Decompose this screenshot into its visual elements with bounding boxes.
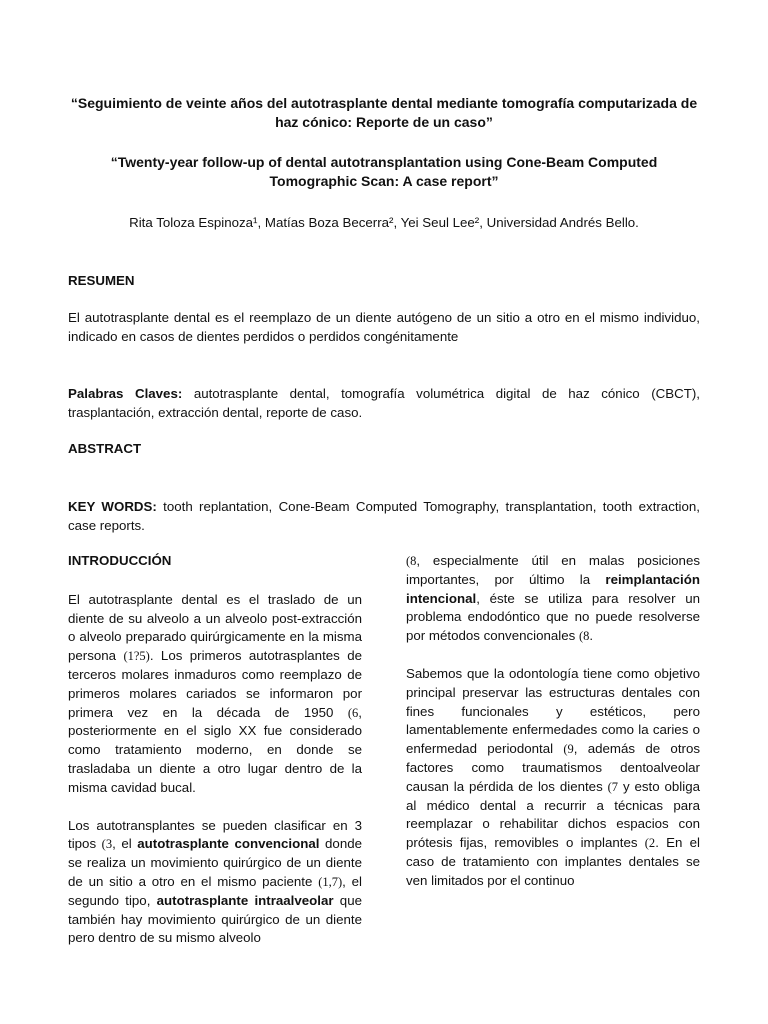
citation: (3 <box>101 837 113 852</box>
key-words-label: KEY WORDS: <box>68 499 157 514</box>
intro-p2-text-g: , éste se utiliza para resolver un problema endodóntico que no puede resolverse por métodos convencionales <box>406 590 700 644</box>
intro-p3-text-c: y esto obliga al médico dental a recurrir a técnicas para reemplazar o rehabilitar dichos espacios con prótesis fijas, removibles o implantes <box>406 778 700 851</box>
intro-p1-text-c: , posteriormente en el siglo XX fue considerado como tratamiento moderno, en donde se trasladaba un diente a otro lugar dentro de la misma cavidad bucal. <box>68 704 362 795</box>
intro-p2-text-e: que también hay movimiento quirúrgico de un diente pero dentro de su mismo alveolo <box>68 892 362 946</box>
intro-p2-text-b: , el <box>112 836 138 852</box>
intro-p2-text-a: Los autotransplantes se pueden clasificar en 3 tipos <box>68 817 362 852</box>
intro-p1-text-b: . Los primeros autotrasplantes de terceros molares inmaduros como reemplazo de primeros molares cariados se informaron por primera vez en la década de 1950 <box>68 648 362 720</box>
reimplantacion-intencional-term: reimplantación intencional <box>406 571 700 606</box>
key-words <box>68 497 700 535</box>
palabras-claves-label: Palabras Claves: <box>68 386 183 401</box>
palabras-claves-text: autotrasplante dental, tomografía volumétrica digital de haz cónico (CBCT), trasplantación, extracción dental, reporte de caso. <box>68 386 700 420</box>
intro-p2-text-c: donde se realiza un movimiento quirúrgico de un diente de un sitio a otro en el mismo paciente <box>68 836 362 889</box>
palabras-claves <box>68 384 700 422</box>
title-spanish: “Seguimiento de veinte años del autotrasplante dental mediante tomografía computarizada de haz cónico: Reporte de un caso” <box>70 95 698 130</box>
intro-p3-text-a: Sabemos que la odontología tiene como objetivo principal preservar las estructuras dentales con fines funcionales y estéticos, pero lamentablemente enfermedades como la caries o enfermedad periodontal <box>406 665 700 757</box>
citation: (1,7) <box>318 874 343 889</box>
left-column <box>68 552 362 967</box>
intro-p2-text-h: . <box>589 628 594 644</box>
citation: (8 <box>578 629 590 644</box>
citation: (2 <box>644 836 656 851</box>
autotrasplante-intraalveolar-term: autotrasplante intraalveolar <box>156 892 334 908</box>
key-words-text: tooth replantation, Cone-Beam Computed Tomography, transplantation, tooth extraction, case reports. <box>68 499 700 533</box>
intro-p2-text-d: , el segundo tipo, <box>68 873 362 908</box>
right-column <box>406 552 700 910</box>
citation: (7 <box>607 779 619 794</box>
resumen-text: El autotrasplante dental es el reemplazo de un diente autógeno de un sitio a otro en el mismo individuo, indicado en casos de dientes perdidos o perdidos congénitamente <box>68 310 700 344</box>
resumen-heading: RESUMEN <box>68 273 135 288</box>
introduccion-heading: INTRODUCCIÓN <box>68 553 172 568</box>
citation: (1?5) <box>123 649 150 664</box>
intro-paragraph-3 <box>406 665 700 891</box>
intro-p2-text-f: , especialmente útil en malas posiciones importantes, por último la <box>406 553 700 587</box>
title-english: “Twenty-year follow-up of dental autotransplantation using Cone-Beam Computed Tomographic Scan: A case report” <box>110 154 658 189</box>
intro-paragraph-2-start <box>68 817 362 949</box>
intro-p3-text-b: , además de otros factores como traumatismos dentoalveolar causan la pérdida de los dientes <box>406 741 700 794</box>
autotrasplante-convencional-term: autotrasplante convencional <box>137 836 320 852</box>
intro-paragraph-1 <box>68 591 362 798</box>
citation: (6 <box>347 705 359 720</box>
citation: (9 <box>563 742 574 757</box>
authors-line: Rita Toloza Espinoza¹, Matías Boza Becerra², Yei Seul Lee², Universidad Andrés Bello. <box>129 215 639 230</box>
intro-p3-text-d: . En el caso de tratamiento con implantes dentales se ven limitados por el continuo <box>406 835 700 888</box>
citation: (8 <box>406 554 417 568</box>
intro-p1-text-a: El autotrasplante dental es el traslado de un diente de su alveolo a un alveolo post-extracción o alveolo preparado quirúrgicamente en la misma persona <box>68 591 362 664</box>
intro-paragraph-2-continued <box>406 552 700 646</box>
abstract-heading: ABSTRACT <box>68 441 142 456</box>
